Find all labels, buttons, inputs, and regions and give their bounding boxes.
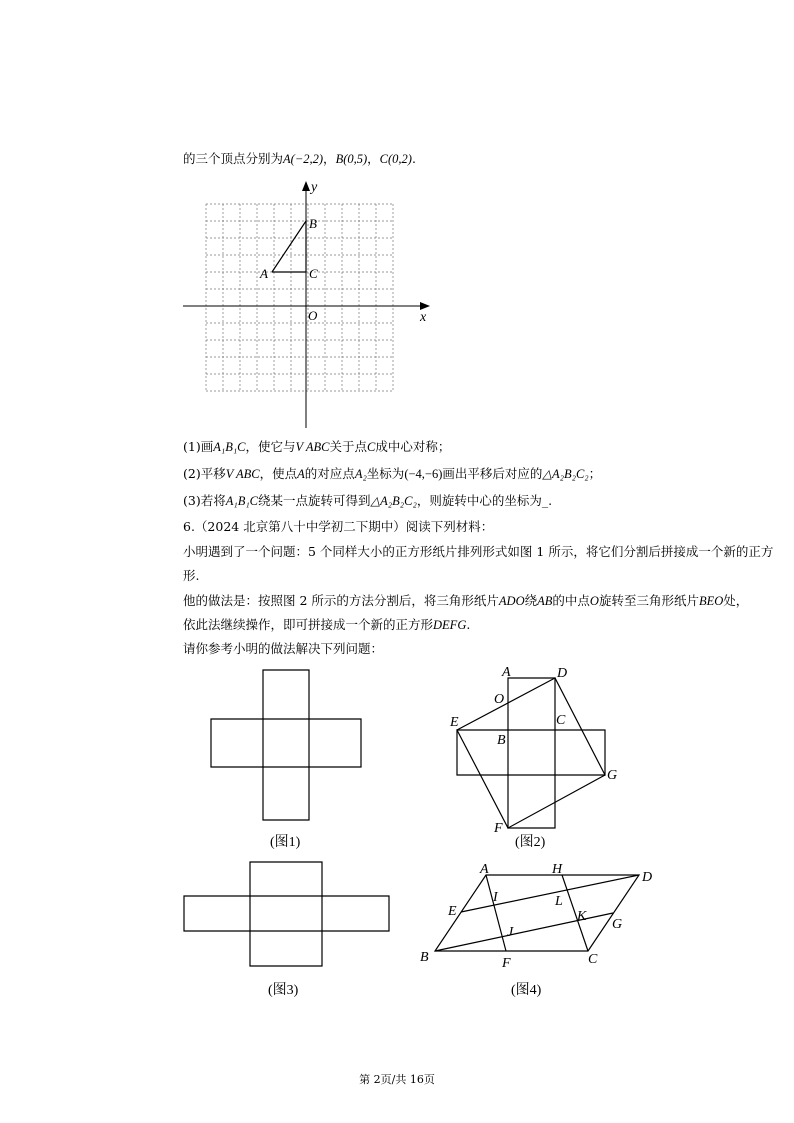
f2-label-f: F [494, 821, 503, 836]
f4-label-g: G [612, 917, 623, 932]
f4-label-b: B [420, 950, 429, 965]
q2-text: ，使点 [259, 466, 298, 481]
q2-point-a2: A₂ [354, 467, 367, 481]
problem-6-para2-line1 [183, 591, 748, 609]
p2-text: 的中点 [552, 593, 590, 608]
point-b-label: B [309, 216, 317, 231]
point-a-label: A [260, 266, 268, 281]
cross-shape [211, 670, 361, 820]
y-axis-arrow [302, 181, 310, 191]
f2-label-g: G [607, 768, 618, 783]
problem-6-para2-line2 [183, 615, 470, 633]
figure-1 [205, 665, 370, 825]
figure-2 [445, 658, 625, 838]
f4-label-c: C [588, 952, 598, 967]
q2-text: 画出平移后对应的 [442, 466, 543, 481]
p2-text: 他的做法是：按照图 2 所示的方法分割后，将三角形纸片 [183, 593, 499, 608]
f4-label-a: A [480, 862, 489, 877]
question-3 [183, 491, 552, 509]
f4-label-e: E [448, 904, 457, 919]
caption-figure-3: (图3) [268, 983, 299, 998]
f2-label-d: D [557, 666, 568, 681]
q1-text: (1)画 [183, 439, 214, 454]
figure-4 [415, 855, 660, 975]
f4-label-l: L [555, 894, 563, 909]
triangle-abc [272, 221, 306, 272]
f2-label-e: E [450, 715, 459, 730]
problem-6-para3: 请你参考小明的做法解决下列问题： [183, 641, 384, 656]
separator: ， [323, 151, 336, 166]
q3-triangle-2: △A₂B₂C₂ [370, 494, 417, 508]
q2-text: 坐标为 [366, 466, 405, 481]
q1-triangle: A₁B₁C [213, 440, 246, 454]
f4-label-j: J [507, 925, 514, 940]
parallelogram-abcd [435, 875, 639, 951]
period: . [411, 151, 416, 166]
cross-shape [457, 678, 605, 828]
q3-blank: _. [541, 493, 553, 508]
f4-label-k: K [577, 909, 587, 924]
p2-math: O [589, 594, 599, 608]
q2-point: A [297, 467, 305, 481]
intro-prefix: 的三个顶点分别为 [183, 151, 284, 166]
q1-triangle-abc: V ABC [295, 440, 330, 454]
q2-triangle-abc: V ABC [225, 467, 260, 481]
q1-point: C [366, 440, 376, 454]
p2-text: . [466, 617, 471, 632]
square-defg [457, 678, 605, 828]
y-axis-label: y [311, 180, 318, 195]
q1-text: 关于点 [329, 439, 367, 454]
q2-text: 的对应点 [304, 466, 355, 481]
f2-label-b: B [497, 733, 506, 748]
point-c-label: C [309, 266, 318, 281]
q2-coord: (−4,−6) [404, 467, 443, 481]
q2-text: (2)平移 [183, 466, 226, 481]
p2-text: 处， [723, 593, 749, 608]
p2-text: 旋转至三角形纸片 [598, 593, 699, 608]
caption-figure-4: (图4) [511, 983, 542, 998]
f4-label-f: F [502, 956, 511, 971]
q1-text: ，使它与 [245, 439, 296, 454]
point-b-coord: B(0,5) [335, 152, 368, 166]
p2-text: 依此法继续操作，即可拼接成一个新的正方形 [183, 617, 434, 632]
q3-text: ，则旋转中心的坐标为 [416, 493, 542, 508]
problem-6-header: 6.（2024 北京第八十中学初二下期中）阅读下列材料： [183, 519, 494, 534]
coordinate-grid [180, 176, 436, 430]
f2-label-c: C [556, 713, 566, 728]
f4-label-d: D [642, 870, 653, 885]
p2-text: 绕 [524, 593, 538, 608]
page-footer: 第 2页/共 16页 [359, 1073, 435, 1086]
question-1 [183, 437, 450, 455]
cross-shape [184, 862, 389, 966]
question-2 [183, 464, 601, 482]
p2-math: DEFG [433, 618, 467, 632]
f2-label-a: A [502, 665, 511, 680]
x-axis-label: x [420, 310, 427, 325]
x-axis-arrow [420, 302, 430, 310]
q2-triangle: △A₂B₂C₂ [542, 467, 589, 481]
p2-math: BEO [698, 594, 724, 608]
q3-text: (3)若将 [183, 493, 226, 508]
problem-6-para1-line2: 形. [183, 568, 200, 583]
point-c-coord: C(0,2) [379, 152, 412, 166]
separator: ， [367, 151, 380, 166]
problem-6-para1-line1: 小明遇到了一个问题：5 个同样大小的正方形纸片排列形式如图 1 所示，将它们分割后拼接成一个新的正方 [183, 544, 774, 559]
f4-label-i: I [493, 890, 498, 905]
f4-label-h: H [552, 862, 563, 877]
intro-line [183, 149, 416, 167]
point-a-coord: A(−2,2) [283, 152, 324, 166]
origin-label: O [308, 308, 318, 323]
caption-figure-1: (图1) [270, 835, 301, 850]
q2-text: ； [588, 466, 602, 481]
q3-triangle: A₁B₁C [225, 494, 259, 508]
caption-figure-2: (图2) [515, 835, 546, 850]
figure-3 [178, 858, 394, 972]
p2-math: AB [537, 594, 553, 608]
q3-text: 绕某一点旋转可得到 [258, 493, 371, 508]
p2-math: ADO [498, 594, 525, 608]
q1-text: 成中心对称； [375, 439, 451, 454]
f2-label-o: O [494, 692, 505, 707]
